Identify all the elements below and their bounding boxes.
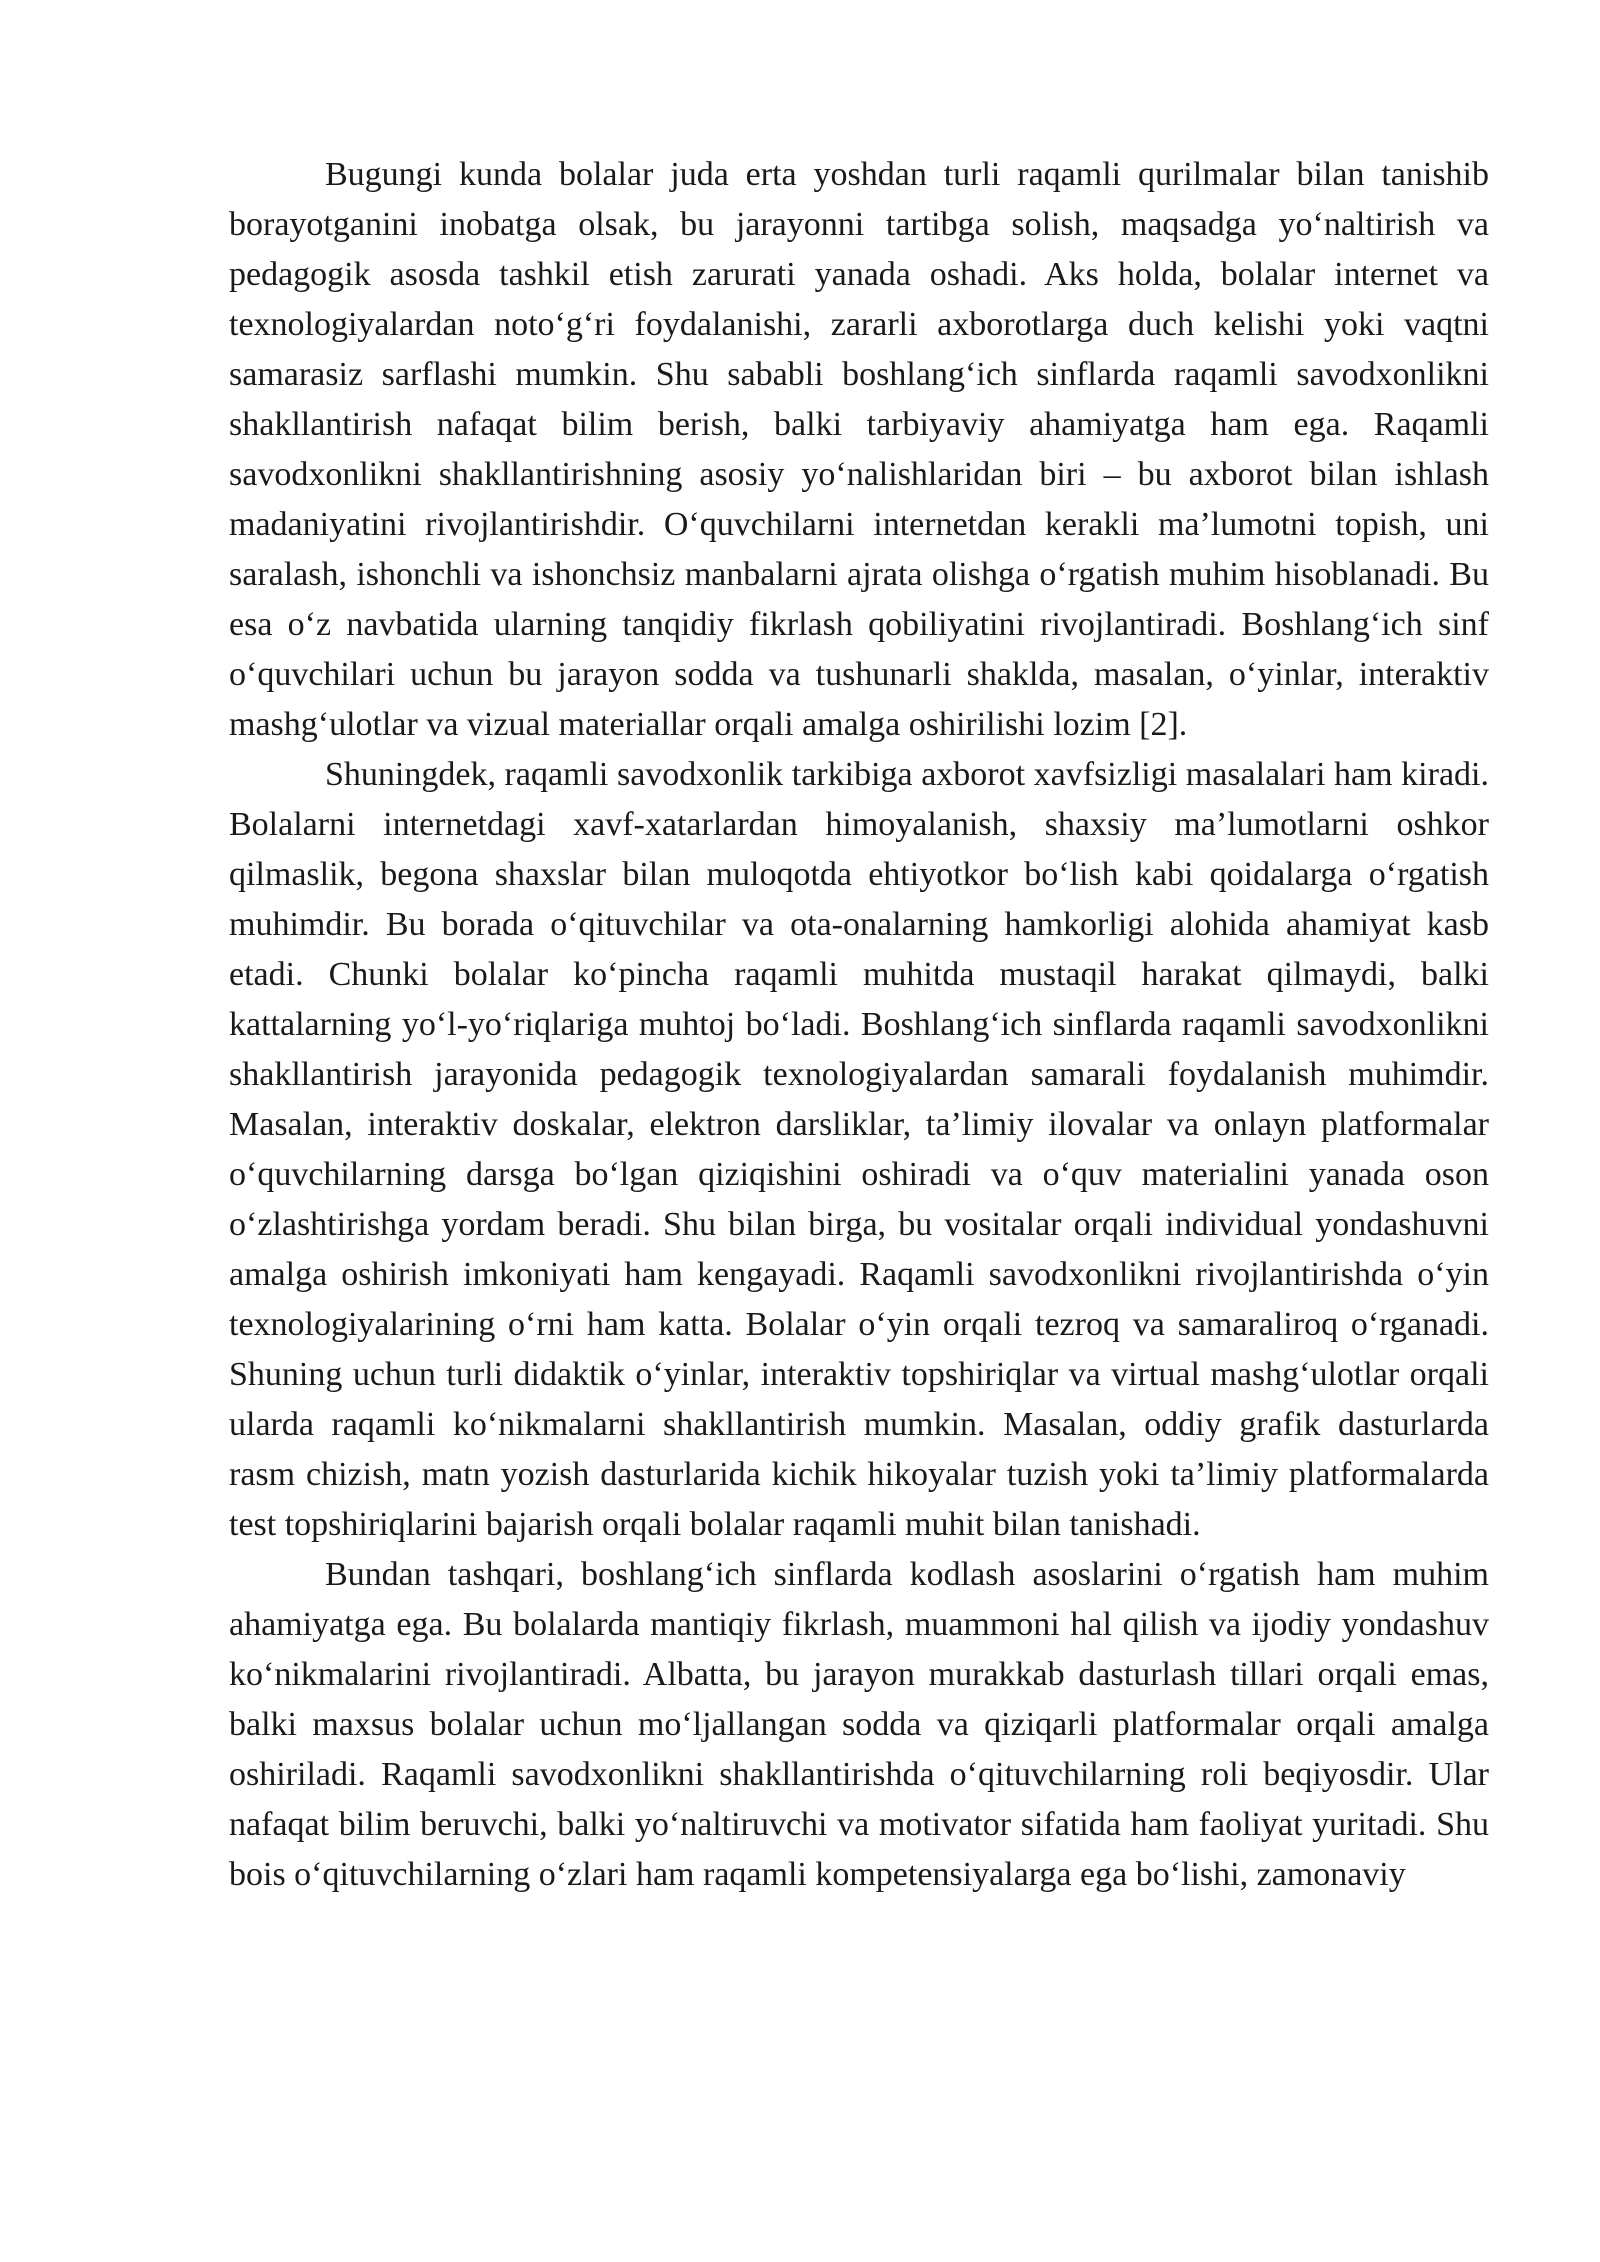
document-page [229,150,1489,1900]
paragraph-1: Bugungi kunda bolalar juda erta yoshdan turli raqamli qurilmalar bilan tanishib borayotganini inobatga olsak, bu jarayonni tartibga solish, maqsadga yo‘naltirish va pedagogik asosda tashkil etish zarurati yanada oshadi. Aks holda, bolalar internet va texnologiyalardan noto‘g‘ri foydalanishi, zararli axborotlarga duch kelishi yoki vaqtni samarasiz sarflashi mumkin. Shu sababli boshlang‘ich sinflarda raqamli savodxonlikni shakllantirish nafaqat bilim berish, balki tarbiyaviy ahamiyatga ham ega. Raqamli savodxonlikni shakllantirishning asosiy yo‘nalishlaridan biri – bu axborot bilan ishlash madaniyatini rivojlantirishdir. O‘quvchilarni internetdan kerakli ma’lumotni topish, uni saralash, ishonchli va ishonchsiz manbalarni ajrata olishga o‘rgatish muhim hisoblanadi. Bu esa o‘z navbatida ularning tanqidiy fikrlash qobiliyatini rivojlantiradi. Boshlang‘ich sinf o‘quvchilari uchun bu jarayon sodda va tushunarli shaklda, masalan, o‘yinlar, interaktiv mashg‘ulotlar va vizual materiallar orqali amalga oshirilishi lozim [2]. [229,156,1489,743]
paragraph-2: Shuningdek, raqamli savodxonlik tarkibiga axborot xavfsizligi masalalari ham kiradi. Bolalarni internetdagi xavf-xatarlardan himoyalanish, shaxsiy ma’lumotlarni oshkor qilmaslik, begona shaxslar bilan muloqotda ehtiyotkor bo‘lish kabi qoidalarga o‘rgatish muhimdir. Bu borada o‘qituvchilar va ota-onalarning hamkorligi alohida ahamiyat kasb etadi. Chunki bolalar ko‘pincha raqamli muhitda mustaqil harakat qilmaydi, balki kattalarning yo‘l-yo‘riqlariga muhtoj bo‘ladi. Boshlang‘ich sinflarda raqamli savodxonlikni shakllantirish jarayonida pedagogik texnologiyalardan samarali foydalanish muhimdir. Masalan, interaktiv doskalar, elektron darsliklar, ta’limiy ilovalar va onlayn platformalar o‘quvchilarning darsga bo‘lgan qiziqishini oshiradi va o‘quv materialini yanada oson o‘zlashtirishga yordam beradi. Shu bilan birga, bu vositalar orqali individual yondashuvni amalga oshirish imkoniyati ham kengayadi. Raqamli savodxonlikni rivojlantirishda o‘yin texnologiyalarining o‘rni ham katta. Bolalar o‘yin orqali tezroq va samaraliroq o‘rganadi. Shuning uchun turli didaktik o‘yinlar, interaktiv topshiriqlar va virtual mashg‘ulotlar orqali ularda raqamli ko‘nikmalarni shakllantirish mumkin. Masalan, oddiy grafik dasturlarda rasm chizish, matn yozish dasturlarida kichik hikoyalar tuzish yoki ta’limiy platformalarda test topshiriqlarini bajarish orqali bolalar raqamli muhit bilan tanishadi. [229,756,1489,1543]
paragraph-3: Bundan tashqari, boshlang‘ich sinflarda kodlash asoslarini o‘rgatish ham muhim ahamiyatga ega. Bu bolalarda mantiqiy fikrlash, muammoni hal qilish va ijodiy yondashuv ko‘nikmalarini rivojlantiradi. Albatta, bu jarayon murakkab dasturlash tillari orqali emas, balki maxsus bolalar uchun mo‘ljallangan sodda va qiziqarli platformalar orqali amalga oshiriladi. Raqamli savodxonlikni shakllantirishda o‘qituvchilarning roli beqiyosdir. Ular nafaqat bilim beruvchi, balki yo‘naltiruvchi va motivator sifatida ham faoliyat yuritadi. Shu bois o‘qituvchilarning o‘zlari ham raqamli kompetensiyalarga ega bo‘lishi, zamonaviy [229,1556,1489,1893]
